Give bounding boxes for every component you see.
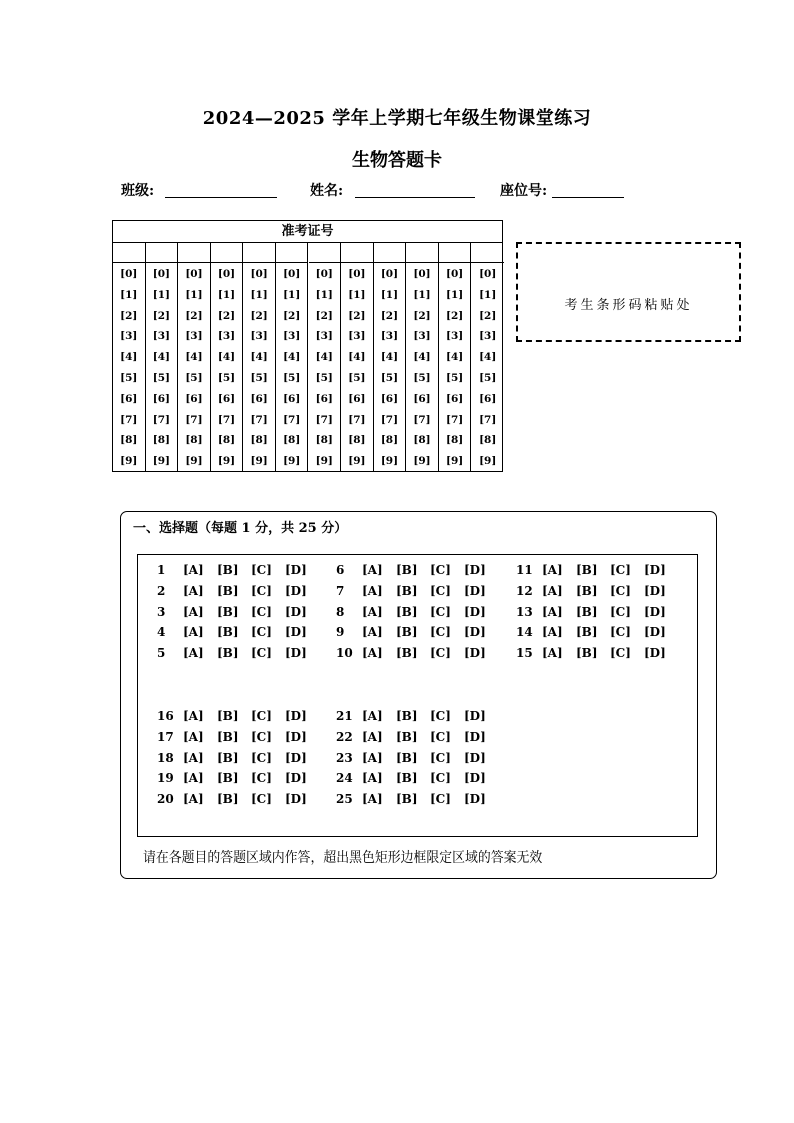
exam-id-column — [471, 242, 504, 471]
exam-id-bubble[interactable]: [6] — [152, 392, 170, 405]
exam-id-bubble[interactable]: [2] — [250, 309, 268, 322]
answer-option-a[interactable]: [A] — [183, 729, 204, 744]
exam-id-bubble[interactable]: [5] — [120, 372, 138, 384]
exam-id-bubble[interactable]: [9] — [479, 455, 497, 468]
answer-option-b[interactable]: [B] — [217, 729, 239, 744]
exam-id-column — [113, 242, 146, 471]
exam-id-bubble[interactable]: [7] — [283, 413, 301, 426]
exam-id-bubble[interactable]: [7] — [445, 413, 464, 426]
exam-id-bubble[interactable]: [2] — [479, 309, 497, 322]
exam-id-digit-box[interactable] — [471, 242, 504, 263]
exam-id-bubble[interactable]: [4] — [315, 351, 333, 364]
exam-id-bubble[interactable]: [1] — [348, 288, 366, 301]
exam-id-bubble[interactable]: [9] — [348, 455, 366, 468]
exam-id-column — [276, 242, 309, 471]
answer-option-a[interactable]: [A] — [362, 604, 383, 619]
answer-option-c[interactable]: [C] — [430, 750, 451, 765]
answer-option-a[interactable]: [A] — [362, 750, 383, 765]
answer-option-a[interactable]: [A] — [362, 771, 383, 786]
question-number: 18 — [157, 750, 174, 765]
answer-option-c[interactable]: [C] — [610, 625, 631, 640]
exam-id-bubble[interactable]: [3] — [348, 330, 366, 343]
answer-option-a[interactable]: [A] — [362, 792, 383, 807]
question-number: 21 — [336, 709, 353, 723]
exam-id-bubble[interactable]: [0] — [283, 268, 301, 280]
exam-id-bubble[interactable]: [6] — [217, 392, 236, 405]
exam-id-bubble[interactable]: [4] — [445, 351, 464, 364]
exam-id-digit-box[interactable] — [178, 242, 210, 263]
answer-option-d[interactable]: [D] — [285, 729, 307, 744]
answer-option-a[interactable]: [A] — [183, 604, 204, 619]
exam-id-bubble[interactable]: [8] — [479, 434, 497, 447]
exam-id-bubble[interactable]: [4] — [120, 351, 138, 364]
exam-id-bubble[interactable]: [6] — [380, 392, 399, 405]
answer-option-a[interactable]: [A] — [183, 771, 204, 786]
answer-option-a[interactable]: [A] — [542, 563, 563, 577]
exam-id-bubble[interactable]: [0] — [152, 268, 170, 280]
answer-option-c[interactable]: [C] — [430, 583, 451, 598]
answer-option-c[interactable]: [C] — [251, 583, 272, 598]
exam-id-header: 准考证号 — [113, 221, 502, 243]
answer-option-a[interactable]: [A] — [362, 583, 383, 598]
answer-option-d[interactable]: [D] — [464, 750, 486, 765]
answer-option-b[interactable]: [B] — [396, 771, 418, 786]
answer-option-c[interactable]: [C] — [430, 625, 451, 640]
exam-id-bubble[interactable]: [1] — [445, 288, 464, 301]
exam-id-bubble[interactable]: [2] — [283, 309, 301, 322]
exam-id-bubble[interactable]: [0] — [217, 268, 236, 280]
exam-id-bubble[interactable]: [8] — [185, 434, 203, 447]
answer-option-c[interactable]: [C] — [430, 604, 451, 619]
exam-id-bubble[interactable]: [8] — [315, 434, 333, 447]
answer-option-a[interactable]: [A] — [183, 583, 204, 598]
question-number: 13 — [516, 604, 533, 619]
barcode-label: 考生条形码粘贴处 — [564, 298, 693, 313]
exam-id-bubble[interactable]: [5] — [445, 372, 464, 384]
exam-id-bubble[interactable]: [9] — [217, 455, 236, 468]
answer-option-c[interactable]: [C] — [251, 792, 272, 807]
question-number: 24 — [336, 771, 353, 786]
question-number: 10 — [336, 646, 353, 661]
answer-option-d[interactable]: [D] — [285, 750, 307, 765]
name-label: 姓名: — [310, 183, 344, 199]
answer-option-c[interactable]: [C] — [251, 709, 272, 723]
answer-option-c[interactable]: [C] — [430, 729, 451, 744]
answer-option-b[interactable]: [B] — [396, 709, 418, 723]
answer-option-a[interactable]: [A] — [183, 625, 204, 640]
exam-id-column — [243, 242, 276, 471]
exam-id-column — [178, 242, 211, 471]
exam-id-bubble[interactable]: [2] — [217, 309, 236, 322]
exam-id-bubble[interactable]: [5] — [250, 372, 268, 384]
exam-id-bubble[interactable]: [5] — [348, 372, 366, 384]
question-number: 9 — [336, 625, 345, 640]
answer-option-c[interactable]: [C] — [610, 563, 631, 577]
exam-id-column — [406, 242, 439, 471]
exam-id-bubble[interactable]: [5] — [217, 372, 236, 384]
answer-option-c[interactable]: [C] — [251, 604, 272, 619]
exam-id-bubble[interactable]: [4] — [413, 351, 431, 364]
exam-id-bubble[interactable]: [8] — [413, 434, 431, 447]
exam-id-bubble[interactable]: [6] — [250, 392, 268, 405]
exam-id-bubble[interactable]: [9] — [283, 455, 301, 468]
question-number: 11 — [516, 563, 533, 577]
exam-id-bubble[interactable]: [4] — [380, 351, 399, 364]
question-number: 20 — [157, 792, 174, 807]
answer-option-c[interactable]: [C] — [610, 646, 631, 661]
exam-id-bubble[interactable]: [7] — [413, 413, 431, 426]
answer-option-d[interactable]: [D] — [464, 709, 486, 723]
answer-option-b[interactable]: [B] — [576, 625, 598, 640]
answer-option-c[interactable]: [C] — [251, 563, 272, 577]
exam-id-bubble[interactable]: [3] — [380, 330, 399, 343]
answer-option-d[interactable]: [D] — [464, 563, 486, 577]
exam-id-bubble[interactable]: [1] — [120, 288, 138, 301]
answer-option-d[interactable]: [D] — [464, 604, 486, 619]
question-number: 22 — [336, 729, 353, 744]
answer-option-a[interactable]: [A] — [542, 604, 563, 619]
question-number: 4 — [157, 625, 166, 640]
exam-id-bubble[interactable]: [5] — [283, 372, 301, 384]
answer-option-b[interactable]: [B] — [217, 709, 239, 723]
class-label: 班级: — [121, 183, 155, 199]
answer-option-c[interactable]: [C] — [251, 750, 272, 765]
answer-option-d[interactable]: [D] — [285, 771, 307, 786]
exam-id-bubble[interactable]: [8] — [445, 434, 464, 447]
answer-option-d[interactable]: [D] — [285, 646, 307, 661]
exam-id-digit-box[interactable] — [406, 242, 438, 263]
exam-id-bubble[interactable]: [3] — [217, 330, 236, 343]
exam-id-bubble[interactable]: [4] — [185, 351, 203, 364]
exam-id-bubble[interactable]: [2] — [380, 309, 399, 322]
exam-id-bubble[interactable]: [6] — [445, 392, 464, 405]
answer-option-b[interactable]: [B] — [396, 750, 418, 765]
exam-id-bubble[interactable]: [0] — [445, 268, 464, 280]
answer-option-c[interactable]: [C] — [430, 792, 451, 807]
barcode-area — [516, 242, 741, 342]
exam-id-bubble[interactable]: [3] — [185, 330, 203, 343]
answer-option-a[interactable]: [A] — [183, 709, 204, 723]
exam-id-bubble[interactable]: [1] — [413, 288, 431, 301]
exam-id-digit-box[interactable] — [276, 242, 308, 263]
answer-option-b[interactable]: [B] — [576, 646, 598, 661]
exam-id-bubble[interactable]: [8] — [217, 434, 236, 447]
exam-id-bubble[interactable]: [4] — [479, 351, 497, 364]
exam-id-bubble[interactable]: [7] — [250, 413, 268, 426]
answer-option-b[interactable]: [B] — [396, 729, 418, 744]
answer-option-a[interactable]: [A] — [183, 563, 204, 577]
exam-id-bubble[interactable]: [0] — [348, 268, 366, 280]
answer-option-a[interactable]: [A] — [362, 625, 383, 640]
answer-option-c[interactable]: [C] — [251, 625, 272, 640]
answer-option-d[interactable]: [D] — [644, 604, 666, 619]
answer-option-d[interactable]: [D] — [644, 625, 666, 640]
answer-option-a[interactable]: [A] — [362, 729, 383, 744]
answer-option-b[interactable]: [B] — [396, 646, 418, 661]
question-number: 25 — [336, 792, 353, 807]
answer-option-c[interactable]: [C] — [430, 646, 451, 661]
question-number: 5 — [157, 646, 166, 661]
exam-id-bubble[interactable]: [0] — [120, 268, 138, 280]
answer-option-b[interactable]: [B] — [217, 792, 239, 807]
answer-option-a[interactable]: [A] — [183, 750, 204, 765]
exam-id-bubble[interactable]: [2] — [413, 309, 431, 322]
exam-id-bubble[interactable]: [6] — [413, 392, 431, 405]
question-number: 23 — [336, 750, 353, 765]
question-number: 8 — [336, 604, 345, 619]
exam-id-bubble[interactable]: [4] — [250, 351, 268, 364]
exam-id-bubble[interactable]: [2] — [120, 309, 138, 322]
exam-id-bubble[interactable]: [8] — [120, 434, 138, 447]
answer-option-a[interactable]: [A] — [542, 625, 563, 640]
answer-option-d[interactable]: [D] — [285, 604, 307, 619]
exam-id-bubble[interactable]: [3] — [120, 330, 138, 343]
exam-id-bubble[interactable]: [7] — [185, 413, 203, 426]
answer-option-b[interactable]: [B] — [217, 750, 239, 765]
answer-option-a[interactable]: [A] — [542, 583, 563, 598]
exam-id-bubble[interactable]: [2] — [152, 309, 170, 322]
answer-option-a[interactable]: [A] — [362, 563, 383, 577]
answer-option-d[interactable]: [D] — [464, 729, 486, 744]
exam-id-bubble[interactable]: [8] — [380, 434, 399, 447]
answer-option-a[interactable]: [A] — [362, 709, 383, 723]
question-number: 1 — [157, 563, 166, 577]
answer-option-b[interactable]: [B] — [576, 604, 598, 619]
exam-id-bubble[interactable]: [4] — [283, 351, 301, 364]
seat-field[interactable] — [552, 197, 624, 198]
exam-id-bubble[interactable]: [8] — [283, 434, 301, 447]
answer-option-d[interactable]: [D] — [644, 646, 666, 661]
question-number: 14 — [516, 625, 533, 640]
exam-id-bubble[interactable]: [0] — [380, 268, 399, 280]
exam-id-digit-box[interactable] — [374, 242, 406, 263]
exam-id-bubble[interactable]: [1] — [479, 288, 497, 301]
answer-option-b[interactable]: [B] — [396, 604, 418, 619]
answer-option-c[interactable]: [C] — [610, 604, 631, 619]
exam-id-bubble[interactable]: [8] — [348, 434, 366, 447]
exam-id-digit-box[interactable] — [309, 242, 341, 263]
exam-id-bubble[interactable]: [9] — [250, 455, 268, 468]
answer-option-d[interactable]: [D] — [464, 646, 486, 661]
answer-option-d[interactable]: [D] — [464, 792, 486, 807]
answer-option-b[interactable]: [B] — [217, 604, 239, 619]
answer-option-b[interactable]: [B] — [396, 792, 418, 807]
exam-id-bubble[interactable]: [7] — [152, 413, 170, 426]
exam-id-bubble[interactable]: [1] — [380, 288, 399, 301]
exam-id-bubble[interactable]: [6] — [479, 392, 497, 405]
exam-id-bubble[interactable]: [9] — [380, 455, 399, 468]
answer-option-a[interactable]: [A] — [542, 646, 563, 661]
exam-id-bubble[interactable]: [8] — [250, 434, 268, 447]
exam-id-digit-box[interactable] — [341, 242, 373, 263]
answer-option-d[interactable]: [D] — [464, 625, 486, 640]
exam-id-digit-box[interactable] — [146, 242, 178, 263]
answer-option-b[interactable]: [B] — [217, 625, 239, 640]
exam-id-bubble[interactable]: [7] — [479, 413, 497, 426]
exam-id-bubble[interactable]: [0] — [250, 268, 268, 280]
exam-id-bubble[interactable]: [1] — [283, 288, 301, 301]
answer-option-d[interactable]: [D] — [464, 583, 486, 598]
answer-option-b[interactable]: [B] — [396, 625, 418, 640]
exam-id-bubble[interactable]: [1] — [185, 288, 203, 301]
answer-option-d[interactable]: [D] — [285, 583, 307, 598]
exam-id-bubble[interactable]: [2] — [185, 309, 203, 322]
answer-option-b[interactable]: [B] — [396, 563, 418, 577]
exam-id-bubble[interactable]: [7] — [380, 413, 399, 426]
answer-option-b[interactable]: [B] — [576, 563, 598, 577]
exam-id-bubble[interactable]: [7] — [315, 413, 333, 426]
answer-option-d[interactable]: [D] — [285, 709, 307, 723]
exam-id-bubble[interactable]: [2] — [445, 309, 464, 322]
exam-id-bubble[interactable]: [5] — [315, 372, 333, 384]
exam-id-bubble[interactable]: [1] — [217, 288, 236, 301]
exam-id-bubble[interactable]: [0] — [479, 268, 497, 280]
answer-option-d[interactable]: [D] — [644, 563, 666, 577]
answer-option-c[interactable]: [C] — [251, 729, 272, 744]
exam-id-digit-box[interactable] — [243, 242, 275, 263]
answer-option-c[interactable]: [C] — [251, 771, 272, 786]
answer-option-c[interactable]: [C] — [430, 563, 451, 577]
exam-id-bubble[interactable]: [3] — [479, 330, 497, 343]
exam-id-bubble[interactable]: [4] — [217, 351, 236, 364]
answer-option-a[interactable]: [A] — [183, 792, 204, 807]
question-number: 7 — [336, 583, 345, 598]
exam-id-bubble[interactable]: [0] — [315, 268, 333, 280]
exam-id-column — [374, 242, 407, 471]
exam-id-bubble[interactable]: [1] — [250, 288, 268, 301]
exam-id-bubble[interactable]: [3] — [152, 330, 170, 343]
exam-id-column — [341, 242, 374, 471]
name-field[interactable] — [355, 197, 475, 198]
exam-id-bubble[interactable]: [5] — [185, 372, 203, 384]
exam-id-bubble[interactable]: [7] — [348, 413, 366, 426]
exam-id-bubble[interactable]: [6] — [348, 392, 366, 405]
answer-option-c[interactable]: [C] — [430, 771, 451, 786]
answer-option-d[interactable]: [D] — [285, 792, 307, 807]
exam-id-bubble[interactable]: [5] — [152, 372, 170, 384]
exam-id-bubble[interactable]: [2] — [348, 309, 366, 322]
exam-id-bubble[interactable]: [1] — [152, 288, 170, 301]
exam-id-bubble[interactable]: [3] — [283, 330, 301, 343]
exam-id-digit-box[interactable] — [113, 242, 145, 263]
exam-id-column — [146, 242, 179, 471]
answer-option-d[interactable]: [D] — [464, 771, 486, 786]
question-number: 3 — [157, 604, 166, 619]
question-number: 12 — [516, 583, 533, 598]
answer-option-b[interactable]: [B] — [576, 583, 598, 598]
answer-option-b[interactable]: [B] — [217, 583, 239, 598]
question-number: 19 — [157, 771, 174, 786]
question-number: 2 — [157, 583, 166, 598]
exam-id-digit-box[interactable] — [439, 242, 471, 263]
exam-id-bubble[interactable]: [0] — [413, 268, 431, 280]
question-number: 6 — [336, 563, 345, 577]
exam-id-bubble[interactable]: [9] — [315, 455, 333, 468]
exam-id-bubble[interactable]: [4] — [152, 351, 170, 364]
exam-id-bubble[interactable]: [6] — [315, 392, 333, 405]
exam-id-column — [309, 242, 342, 471]
answer-option-c[interactable]: [C] — [610, 583, 631, 598]
exam-id-column — [439, 242, 472, 471]
exam-id-bubble[interactable]: [7] — [217, 413, 236, 426]
answer-option-b[interactable]: [B] — [217, 563, 239, 577]
exam-id-bubble[interactable]: [5] — [380, 372, 399, 384]
exam-id-bubble[interactable]: [3] — [315, 330, 333, 343]
exam-id-bubble[interactable]: [6] — [283, 392, 301, 405]
exam-id-bubble[interactable]: [5] — [413, 372, 431, 384]
exam-id-bubble[interactable]: [6] — [185, 392, 203, 405]
exam-id-column — [211, 242, 244, 471]
exam-id-bubble[interactable]: [7] — [120, 413, 138, 426]
exam-id-digit-box[interactable] — [211, 242, 243, 263]
question-number: 16 — [157, 709, 174, 723]
exam-id-bubble[interactable]: [1] — [315, 288, 333, 301]
exam-id-bubble[interactable]: [3] — [250, 330, 268, 343]
exam-id-bubble[interactable]: [0] — [185, 268, 203, 280]
answer-note: 请在各题目的答题区域内作答，超出黑色矩形边框限定区域的答案无效 — [143, 850, 543, 866]
page-subtitle: 生物答题卡 — [352, 150, 442, 171]
exam-id-bubble[interactable]: [9] — [152, 455, 170, 468]
answer-option-b[interactable]: [B] — [396, 583, 418, 598]
exam-id-bubble[interactable]: [6] — [120, 392, 138, 405]
exam-id-table — [112, 220, 503, 472]
answer-option-b[interactable]: [B] — [217, 771, 239, 786]
exam-id-bubble[interactable]: [9] — [185, 455, 203, 468]
question-number: 15 — [516, 646, 533, 661]
answer-option-d[interactable]: [D] — [285, 563, 307, 577]
exam-id-bubble[interactable]: [3] — [445, 330, 464, 343]
exam-id-bubble[interactable]: [9] — [445, 455, 464, 468]
question-number: 17 — [157, 729, 174, 744]
exam-id-bubble[interactable]: [9] — [413, 455, 431, 468]
seat-label: 座位号: — [500, 183, 548, 199]
exam-id-bubble[interactable]: [9] — [120, 455, 138, 468]
answer-option-c[interactable]: [C] — [430, 709, 451, 723]
class-field[interactable] — [165, 197, 277, 198]
exam-id-bubble[interactable]: [2] — [315, 309, 333, 322]
choice-section-title: 一、选择题（每题 1 分，共 25 分） — [133, 521, 348, 536]
exam-id-bubble[interactable]: [3] — [413, 330, 431, 343]
answer-option-a[interactable]: [A] — [183, 646, 204, 661]
exam-id-bubble[interactable]: [5] — [479, 372, 497, 384]
exam-id-bubble[interactable]: [4] — [348, 351, 366, 364]
answer-option-c[interactable]: [C] — [251, 646, 272, 661]
answer-option-b[interactable]: [B] — [217, 646, 239, 661]
answer-option-d[interactable]: [D] — [285, 625, 307, 640]
exam-id-bubble[interactable]: [8] — [152, 434, 170, 447]
answer-option-a[interactable]: [A] — [362, 646, 383, 661]
page-title: 2024—2025 学年上学期七年级生物课堂练习 — [202, 108, 592, 129]
answer-option-d[interactable]: [D] — [644, 583, 666, 598]
